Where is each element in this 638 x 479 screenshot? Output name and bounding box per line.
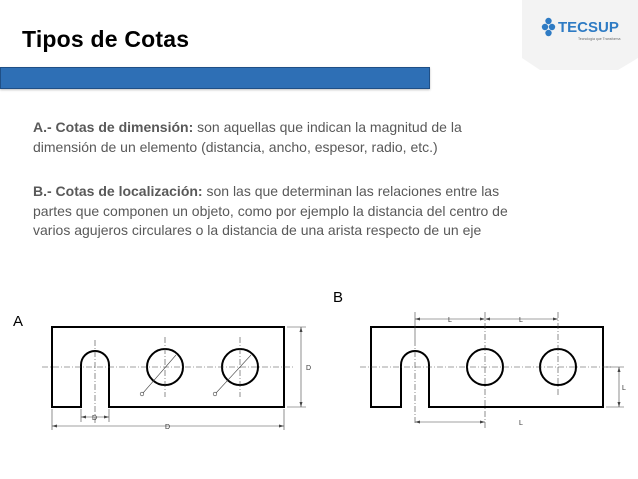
slide-title: Tipos de Cotas — [22, 26, 190, 52]
figure-a-label: A — [13, 313, 24, 330]
dim-spacing-1: L — [448, 317, 452, 324]
paragraph-heading: A.- Cotas de dimensión: — [33, 119, 194, 135]
dim-bottom-b: L — [519, 420, 523, 427]
brand-tagline: Tecnología que Transforma — [578, 37, 621, 41]
dim-slot-width: D — [92, 415, 98, 422]
dim-height-b: L — [622, 385, 626, 392]
paragraph-body: son aquellas que indican la magnitud de la dimensión de un elemento (distancia, ancho, espesor, radio, etc.) — [33, 119, 462, 155]
dim-overall-length: D — [165, 424, 171, 431]
brand-name: TECSUP — [558, 19, 619, 36]
dim-spacing-2: L — [519, 317, 523, 324]
paragraph-heading: B.- Cotas de localización: — [33, 183, 203, 199]
paragraph-body: son las que determinan las relaciones entre las partes que componen un objeto, como por ejemplo la distancia del centro de varios agujeros circulares o la distancia de una arista respecto de un eje — [33, 183, 508, 238]
figure-b-label: B — [333, 289, 344, 306]
dim-height: D — [306, 365, 312, 372]
